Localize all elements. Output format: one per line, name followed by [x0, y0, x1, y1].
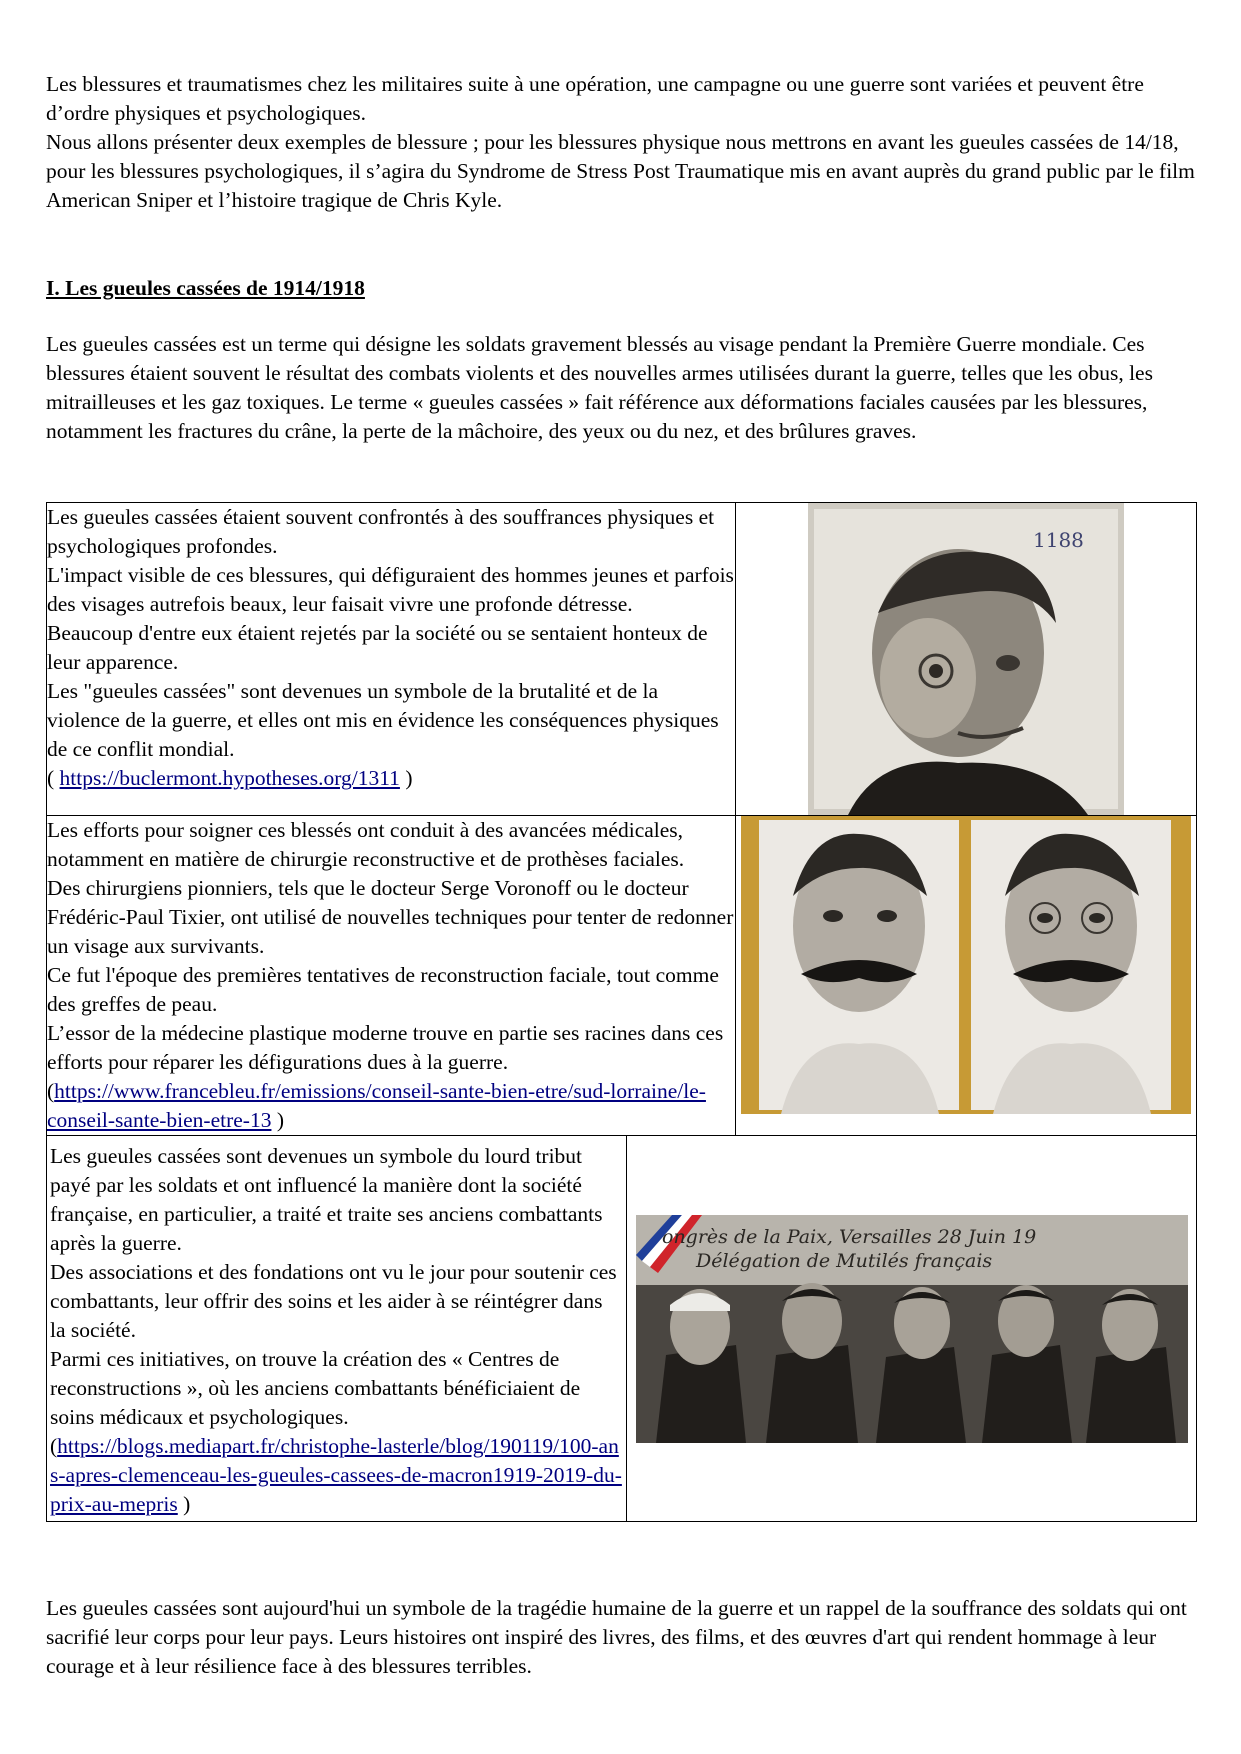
conclusion	[46, 1594, 1196, 1681]
table-cell-text	[47, 816, 736, 1136]
row3-text-1: Les gueules cassées sont devenues un symbole du lourd tribut payé par les soldats et ont influencé la manière dont la société française, en particulier, a traité et traite ses anciens combattants après la guerre.	[50, 1144, 603, 1255]
row1-text-3: Beaucoup d'entre eux étaient rejetés par la société ou se sentaient honteux de leur apparence.	[47, 621, 708, 674]
row2-text-3: Ce fut l'époque des premières tentatives de reconstruction faciale, tout comme des greffes de peau.	[47, 963, 719, 1016]
portrait-photo-1188	[808, 503, 1124, 815]
photo-number: 1188	[1033, 528, 1084, 552]
ref-close: )	[177, 1492, 191, 1516]
intro	[46, 70, 1196, 215]
table-cell-image	[736, 503, 1197, 816]
row3-image-cell	[627, 1136, 1196, 1521]
row3-reference	[50, 1432, 622, 1519]
row1-text-4: Les "gueules cassées" sont devenues un symbole de la brutalité et de la violence de la guerre, et elles ont mis en évidence les conséquences physiques de ce conflit mondial.	[47, 679, 719, 761]
content-table	[46, 502, 1197, 1522]
intro-paragraph-2: Nous allons présenter deux exemples de blessure ; pour les blessures physique nous mettrons en avant les gueules cassées de 14/18, pour les blessures psychologiques, il s’agira du Syndrome de Stress Post Traumatique mis en avant auprès du grand public par le film American Sniper et l’histoire tragique de Chris Kyle.	[46, 130, 1195, 212]
photo-caption-1: ongrès de la Paix, Versailles 28 Juin 19	[661, 1225, 1036, 1248]
row3-text-cell	[47, 1136, 627, 1521]
row2-text-2: Des chirurgiens pionniers, tels que le docteur Serge Voronoff ou le docteur Frédéric-Paul Tixier, ont utilisé de nouvelles techniques pour tenter de redonner un visage aux survivants.	[47, 876, 734, 958]
ref-open: (	[50, 1434, 58, 1458]
row2-text-1: Les efforts pour soigner ces blessés ont conduit à des avancées médicales, notamment en matière de chirurgie reconstructive et de prothèses faciales.	[47, 818, 685, 871]
row3-text-2: Des associations et des fondations ont vu le jour pour soutenir ces combattants, leur offrir des soins et les aider à se réintégrer dans la société.	[50, 1260, 617, 1342]
row2-text-4-body: L’essor de la médecine plastique moderne trouve en partie ses racines dans ces efforts pour réparer les défigurations dues à la guerre. (	[47, 1021, 724, 1103]
table-row	[47, 1136, 1197, 1522]
conclusion-text: Les gueules cassées sont aujourd'hui un symbole de la tragédie humaine de la guerre et un rappel de la souffrance des soldats qui ont sacrifié leur corps pour leur pays. Leurs histoires ont inspiré des livres, des films, et des œuvres d'art qui rendent hommage à leur courage et à leur résilience face à des blessures terribles.	[46, 1596, 1187, 1678]
ref-open: (	[47, 766, 60, 790]
veterans-group-photo	[636, 1215, 1188, 1443]
row1-text-1: Les gueules cassées étaient souvent confrontés à des souffrances physiques et psychologiques profondes.	[47, 505, 715, 558]
section-heading: I. Les gueules cassées de 1914/1918	[46, 276, 365, 300]
row2-text-4	[47, 1019, 735, 1135]
intro-paragraph-1: Les blessures et traumatismes chez les militaires suite à une opération, une campagne ou une guerre sont variées et peuvent être d’ordre physiques et psychologiques.	[46, 72, 1144, 125]
section-paragraph-text: Les gueules cassées est un terme qui désigne les soldats gravement blessés au visage pendant la Première Guerre mondiale. Ces blessures étaient souvent le résultat des combats violents et des nouvelles armes utilisées durant la guerre, telles que les obus, les mitrailleuses et les gaz toxiques. Le terme « gueules cassées » fait référence aux déformations faciales causées par les blessures, notamment les fractures du crâne, la perte de la mâchoire, des yeux ou du nez, et des brûlures graves.	[46, 332, 1153, 443]
row1-reference	[47, 764, 735, 793]
source-link-buclermont[interactable]: https://buclermont.hypotheses.org/1311	[59, 766, 400, 790]
table-row	[47, 816, 1197, 1136]
ref-close: )	[271, 1108, 284, 1132]
section-paragraph	[46, 330, 1196, 446]
table-row	[47, 503, 1197, 816]
table-cell-wide	[47, 1136, 1197, 1522]
source-link-mediapart[interactable]: https://blogs.mediapart.fr/christophe-lasterle/blog/190119/100-ans-apres-clemenceau-les-gueules-cassees-de-macron1919-2019-du-prix-au-mepris	[50, 1434, 622, 1516]
table-cell-text	[47, 503, 736, 816]
row3-text-3: Parmi ces initiatives, on trouve la création des « Centres de reconstructions », où les anciens combattants bénéficiaient de soins médicaux et psychologiques.	[50, 1347, 581, 1429]
ref-close: )	[399, 766, 413, 790]
source-link-francebleu[interactable]: https://www.francebleu.fr/emissions/conseil-sante-bien-etre/sud-lorraine/le-conseil-sante-bien-etre-13	[47, 1079, 706, 1132]
photo-caption-2: Délégation de Mutilés français	[695, 1249, 992, 1272]
before-after-photo	[741, 816, 1191, 1114]
table-cell-image	[736, 816, 1197, 1136]
row1-text-2: L'impact visible de ces blessures, qui défiguraient des hommes jeunes et parfois des visages autrefois beaux, leur faisait vivre une profonde détresse.	[47, 563, 734, 616]
